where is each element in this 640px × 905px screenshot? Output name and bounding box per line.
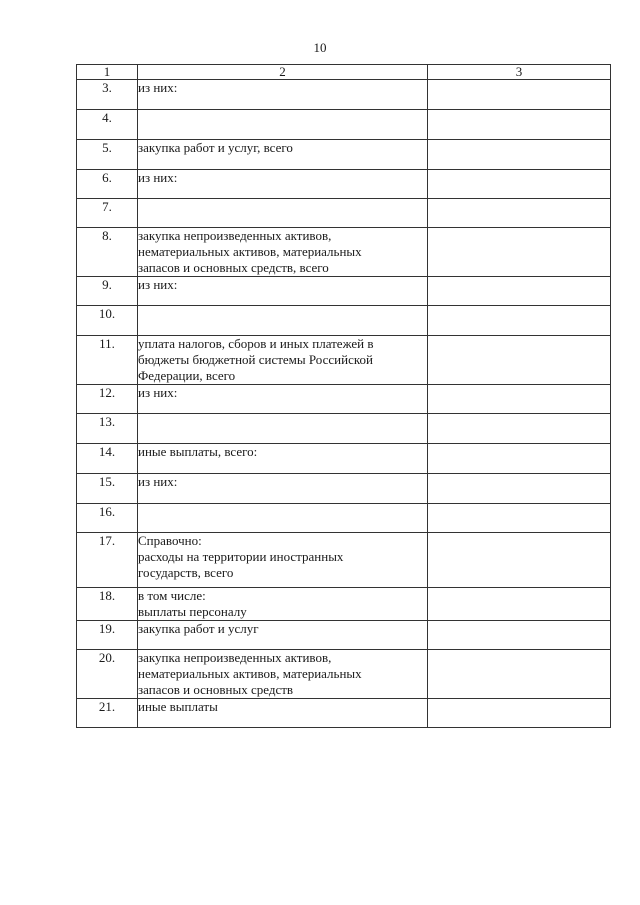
row-number: 19. bbox=[77, 621, 138, 650]
row-label bbox=[138, 306, 428, 336]
row-label: закупка работ и услуг, всего bbox=[138, 140, 428, 170]
row-label: закупка работ и услуг bbox=[138, 621, 428, 650]
row-label: Справочно: расходы на территории иностранных государств, всего bbox=[138, 533, 428, 588]
row-label bbox=[138, 199, 428, 228]
row-number: 3. bbox=[77, 80, 138, 110]
row-number: 20. bbox=[77, 650, 138, 699]
row-number: 4. bbox=[77, 110, 138, 140]
row-label: из них: bbox=[138, 80, 428, 110]
table-row bbox=[77, 385, 611, 414]
table-row bbox=[77, 228, 611, 277]
table-row bbox=[77, 140, 611, 170]
table-header-row bbox=[77, 65, 611, 80]
column-header-3: 3 bbox=[428, 65, 611, 80]
table-row bbox=[77, 699, 611, 728]
page-number: 10 bbox=[313, 40, 327, 55]
table-row bbox=[77, 444, 611, 474]
row-number: 5. bbox=[77, 140, 138, 170]
row-value bbox=[428, 228, 611, 277]
row-number: 7. bbox=[77, 199, 138, 228]
row-label: закупка непроизведенных активов, нематериальных активов, материальных запасов и основных средств, всего bbox=[138, 228, 428, 277]
table-row bbox=[77, 336, 611, 385]
row-label: из них: bbox=[138, 170, 428, 199]
row-number: 15. bbox=[77, 474, 138, 504]
row-value bbox=[428, 140, 611, 170]
table-row bbox=[77, 414, 611, 444]
row-label: уплата налогов, сборов и иных платежей в бюджеты бюджетной системы Российской Федерации, всего bbox=[138, 336, 428, 385]
table-row bbox=[77, 170, 611, 199]
row-number: 17. bbox=[77, 533, 138, 588]
row-label: из них: bbox=[138, 474, 428, 504]
row-number: 10. bbox=[77, 306, 138, 336]
table-row bbox=[77, 110, 611, 140]
table-row bbox=[77, 504, 611, 533]
row-value bbox=[428, 650, 611, 699]
row-value bbox=[428, 444, 611, 474]
row-value bbox=[428, 504, 611, 533]
row-label bbox=[138, 504, 428, 533]
row-label bbox=[138, 414, 428, 444]
row-value bbox=[428, 385, 611, 414]
row-number: 16. bbox=[77, 504, 138, 533]
row-value bbox=[428, 80, 611, 110]
row-label: в том числе: выплаты персоналу bbox=[138, 588, 428, 621]
row-number: 13. bbox=[77, 414, 138, 444]
column-header-1: 1 bbox=[77, 65, 138, 80]
row-value bbox=[428, 621, 611, 650]
row-value bbox=[428, 110, 611, 140]
column-header-2: 2 bbox=[138, 65, 428, 80]
row-number: 8. bbox=[77, 228, 138, 277]
row-number: 9. bbox=[77, 277, 138, 306]
row-value bbox=[428, 170, 611, 199]
table-row bbox=[77, 80, 611, 110]
row-label: иные выплаты, всего: bbox=[138, 444, 428, 474]
row-number: 6. bbox=[77, 170, 138, 199]
row-number: 21. bbox=[77, 699, 138, 728]
row-value bbox=[428, 474, 611, 504]
row-number: 18. bbox=[77, 588, 138, 621]
row-label: из них: bbox=[138, 277, 428, 306]
row-value bbox=[428, 277, 611, 306]
row-label: закупка непроизведенных активов, нематериальных активов, материальных запасов и основных средств bbox=[138, 650, 428, 699]
row-number: 11. bbox=[77, 336, 138, 385]
table-row bbox=[77, 277, 611, 306]
table-row bbox=[77, 199, 611, 228]
row-label: иные выплаты bbox=[138, 699, 428, 728]
table-row bbox=[77, 533, 611, 588]
row-number: 14. bbox=[77, 444, 138, 474]
table-row bbox=[77, 306, 611, 336]
table-row bbox=[77, 588, 611, 621]
row-value bbox=[428, 699, 611, 728]
row-label: из них: bbox=[138, 385, 428, 414]
row-label bbox=[138, 110, 428, 140]
row-value bbox=[428, 414, 611, 444]
row-value bbox=[428, 306, 611, 336]
table-row bbox=[77, 650, 611, 699]
table-row bbox=[77, 474, 611, 504]
row-value bbox=[428, 199, 611, 228]
row-value bbox=[428, 533, 611, 588]
table-row bbox=[77, 621, 611, 650]
row-number: 12. bbox=[77, 385, 138, 414]
row-value bbox=[428, 588, 611, 621]
budget-table bbox=[76, 64, 611, 728]
row-value bbox=[428, 336, 611, 385]
